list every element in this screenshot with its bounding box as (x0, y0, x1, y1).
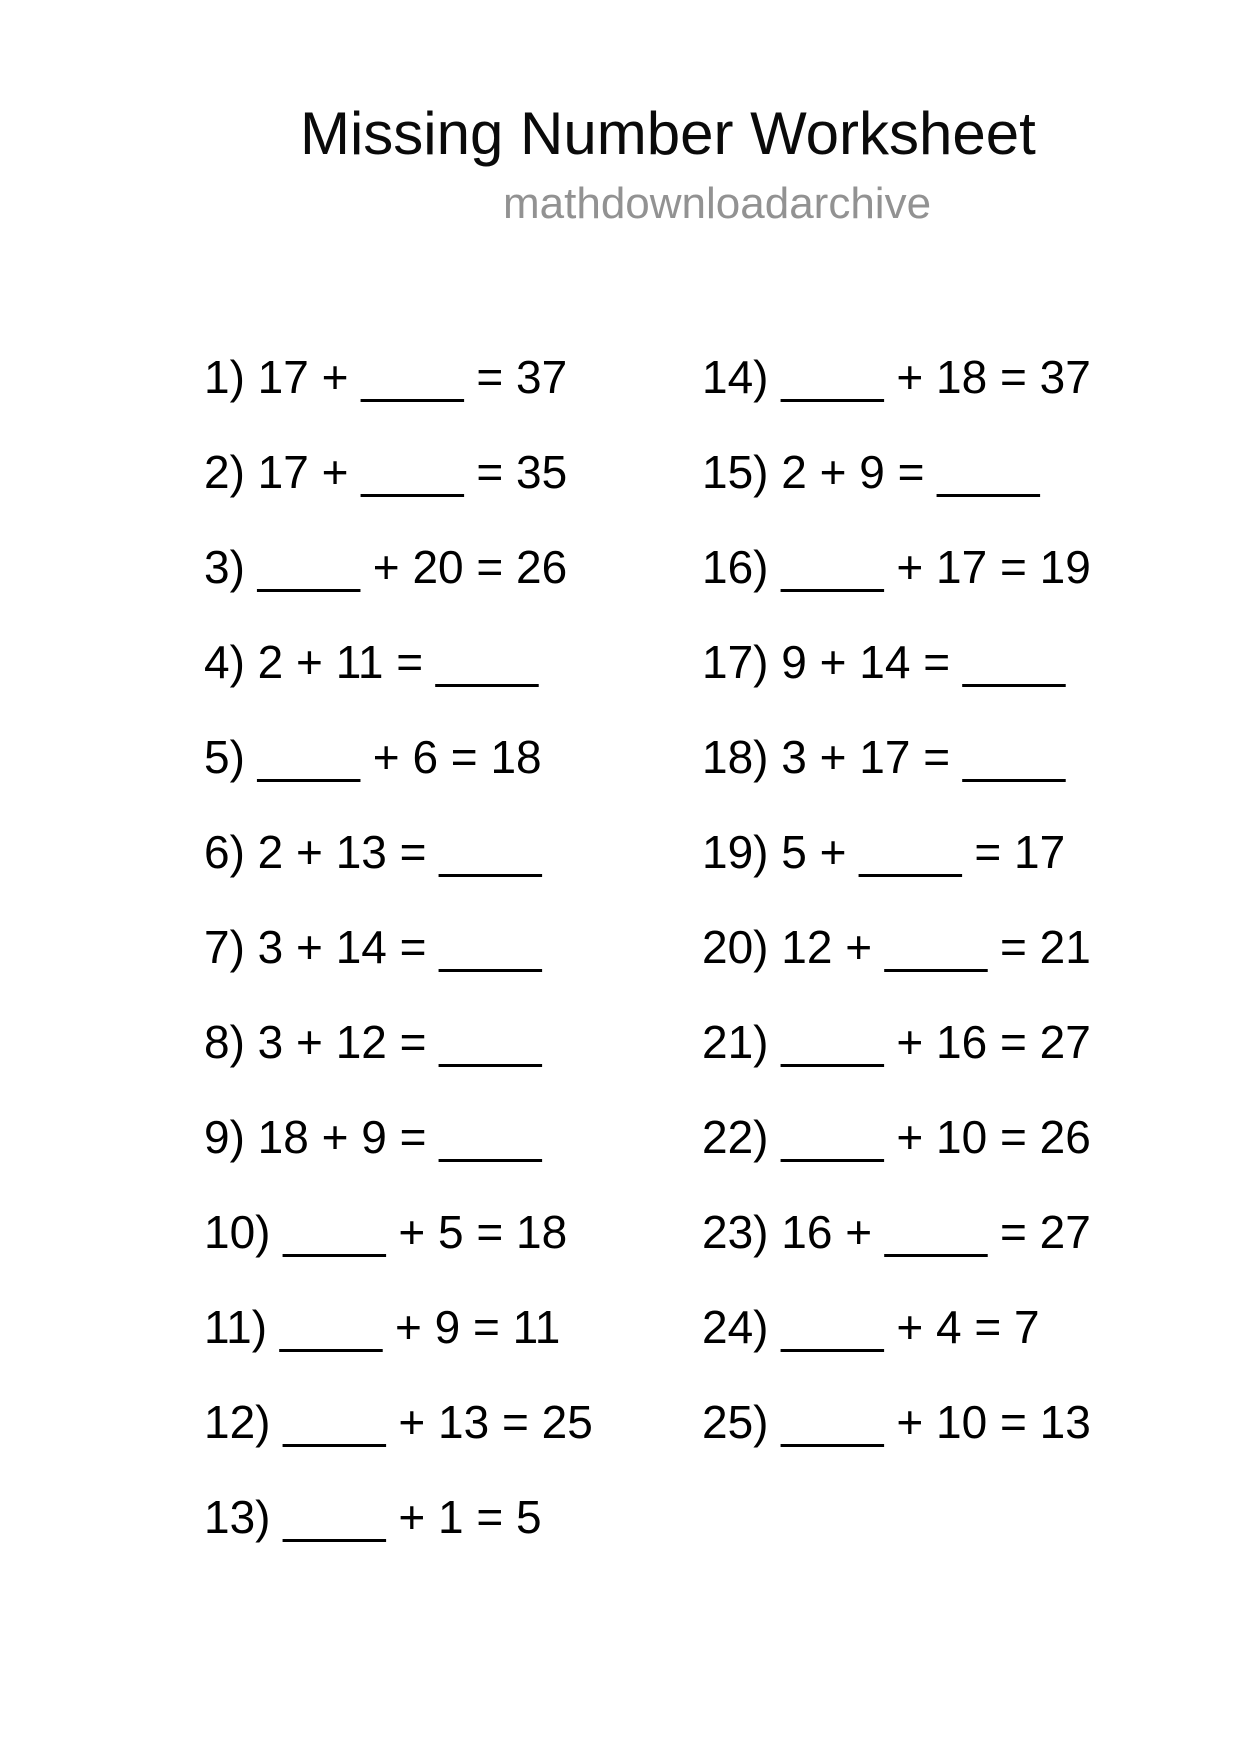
problem-item: 20) 12 + ____ = 21 (702, 921, 1091, 973)
problem-item: 15) 2 + 9 = ____ (702, 446, 1040, 498)
problem-item: 4) 2 + 11 = ____ (204, 636, 539, 688)
problem-item: 18) 3 + 17 = ____ (702, 731, 1066, 783)
page-title: Missing Number Worksheet (300, 100, 1036, 167)
problem-item: 19) 5 + ____ = 17 (702, 826, 1066, 878)
problem-item: 2) 17 + ____ = 35 (204, 446, 568, 498)
problem-item: 25) ____ + 10 = 13 (702, 1396, 1091, 1448)
problems-column-right (702, 351, 1091, 1494)
problem-item: 21) ____ + 16 = 27 (702, 1016, 1091, 1068)
problem-item: 7) 3 + 14 = ____ (204, 921, 542, 973)
problem-item: 6) 2 + 13 = ____ (204, 826, 542, 878)
problem-item: 8) 3 + 12 = ____ (204, 1016, 542, 1068)
page-subtitle: mathdownloadarchive (503, 179, 932, 228)
problem-item: 3) ____ + 20 = 26 (204, 541, 568, 593)
problem-item: 12) ____ + 13 = 25 (204, 1396, 593, 1448)
problem-item: 9) 18 + 9 = ____ (204, 1111, 542, 1163)
problem-item: 1) 17 + ____ = 37 (204, 351, 568, 403)
problem-item: 24) ____ + 4 = 7 (702, 1301, 1040, 1353)
problem-item: 5) ____ + 6 = 18 (204, 731, 542, 783)
problem-item: 14) ____ + 18 = 37 (702, 351, 1091, 403)
problem-item: 13) ____ + 1 = 5 (204, 1491, 542, 1543)
problem-item: 23) 16 + ____ = 27 (702, 1206, 1091, 1258)
problem-item: 17) 9 + 14 = ____ (702, 636, 1066, 688)
problems-column-left (204, 351, 593, 1589)
problem-item: 16) ____ + 17 = 19 (702, 541, 1091, 593)
problem-item: 22) ____ + 10 = 26 (702, 1111, 1091, 1163)
problem-item: 10) ____ + 5 = 18 (204, 1206, 568, 1258)
problem-item: 11) ____ + 9 = 11 (204, 1301, 561, 1353)
